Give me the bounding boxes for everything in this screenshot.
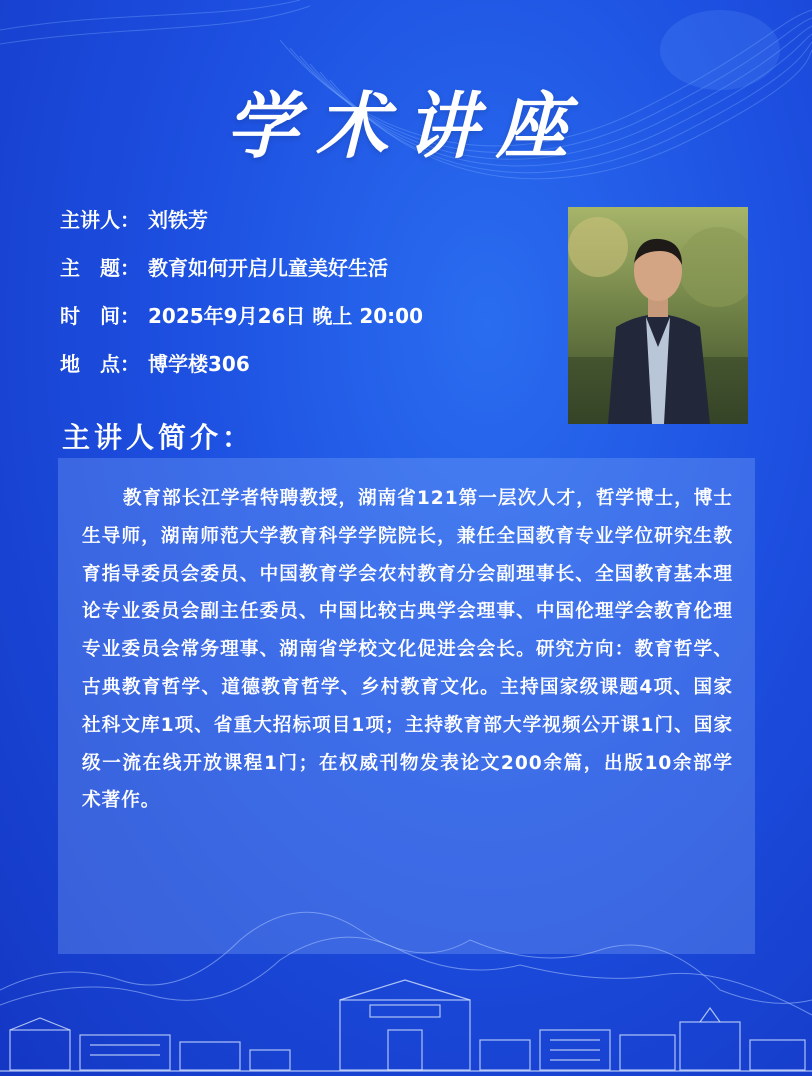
time-row bbox=[60, 296, 423, 344]
time-value: 2025年9月26日 晚上 20:00 bbox=[148, 304, 423, 328]
topic-value: 教育如何开启儿童美好生活 bbox=[148, 256, 388, 280]
place-value: 博学楼306 bbox=[148, 352, 250, 376]
place-label: 地 点： bbox=[60, 352, 140, 376]
speaker-row bbox=[60, 200, 423, 248]
topic-row bbox=[60, 248, 423, 296]
page-title: 学术讲座 bbox=[225, 83, 586, 168]
lecture-info bbox=[60, 200, 423, 392]
time-label: 时 间： bbox=[60, 304, 140, 328]
speaker-photo bbox=[568, 207, 748, 424]
bio-text: 教育部长江学者特聘教授，湖南省121第一层次人才，哲学博士，博士生导师，湖南师范大学教育科学学院院长，兼任全国教育专业学位研究生教育指导委员会委员、中国教育学会农村教育分会副理事长、全国教育基本理论专业委员会副主任委员、中国比较古典学会理事、中国伦理学会教育伦理专业委员会常务理事、湖南省学校文化促进会会长。研究方向：教育哲学、古典教育哲学、道德教育哲学、乡村教育文化。主持国家级课题4项、国家社科文库1项、省重大招标项目1项；主持教育部大学视频公开课1门、国家级一流在线开放课程1门；在权威刊物发表论文200余篇，出版10余部学术著作。 bbox=[82, 488, 733, 812]
place-row bbox=[60, 344, 423, 392]
campus-skyline-decoration bbox=[0, 880, 812, 1076]
speaker-label: 主讲人： bbox=[60, 208, 140, 232]
topic-label: 主 题： bbox=[60, 256, 140, 280]
speaker-value: 刘铁芳 bbox=[148, 208, 208, 232]
bio-heading: 主讲人简介： bbox=[62, 421, 255, 454]
